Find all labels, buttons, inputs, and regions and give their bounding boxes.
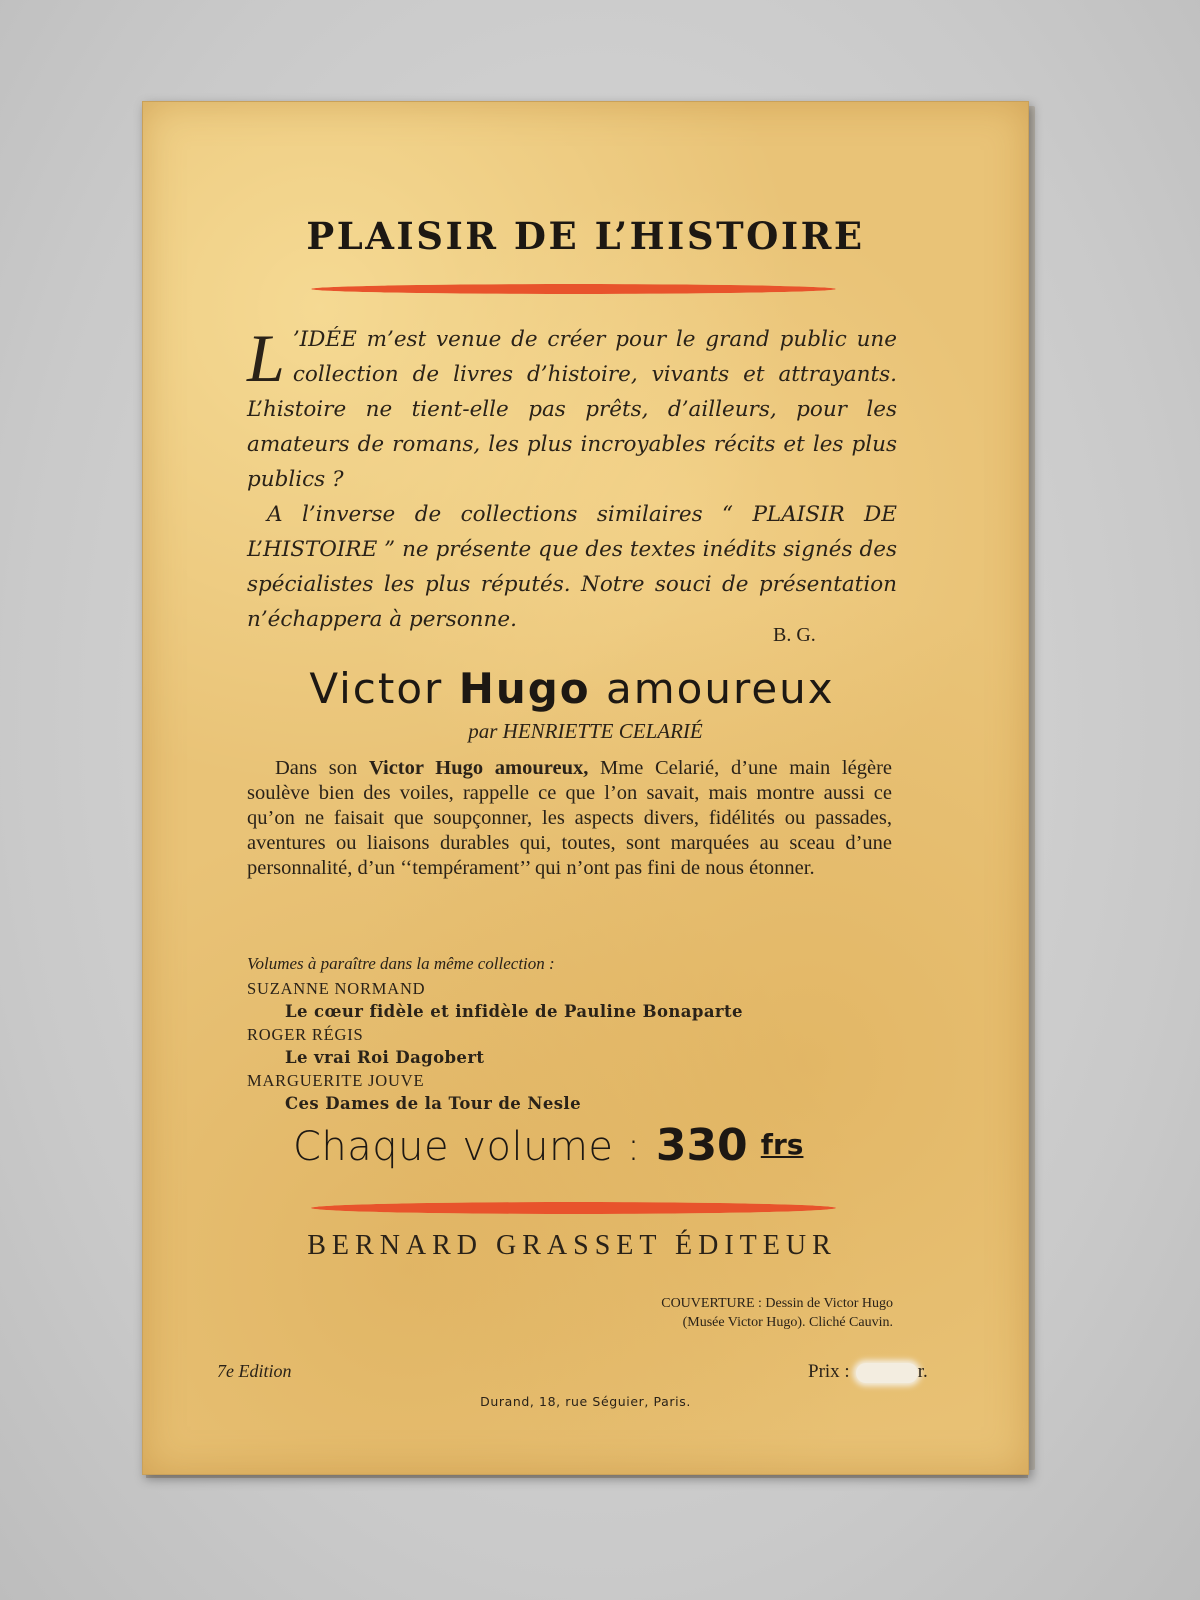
blurb-rest: Mme Celarié, d’une main légère soulève bien des voiles, rappelle ce que l’on savait, mais montre aussi ce qu’on ne faisait que soupçonner, les aspects divers, fidélités ou passades, aventures ou liaisons durables qui, toutes, sont marquées au sceau d’une personnalité, d’un ‘‘tempérament’’ qui n’ont pas fini de nous étonner. [247, 757, 893, 879]
publisher-name: BERNARD GRASSET ÉDITEUR [307, 1230, 837, 1261]
printer-imprint: Durand, 18, rue Séguier, Paris. [480, 1394, 691, 1409]
brush-stroke-top [311, 284, 836, 294]
book-title-part-3: amoureux [590, 664, 835, 713]
forthcoming-author: MARGUERITE JOUVE [247, 1071, 425, 1090]
forthcoming-title: Le cœur fidèle et infidèle de Pauline Bonaparte [285, 1002, 743, 1021]
editor-signature: B. G. [773, 624, 816, 646]
price-label: Chaque volume : [293, 1124, 641, 1170]
blurb-start: Dans son [275, 757, 369, 779]
intro-paragraph-1: ’IDÉE m’est venue de créer pour le grand public une collection de livres d’histoire, vivants et attrayants. L’histoire ne tient-elle pas prêts, d’ailleurs, pour les amateurs de romans, les plus incroyables récits et les plus publics ? [247, 327, 897, 492]
price-tag-suffix: r. [917, 1361, 928, 1382]
forthcoming-author: SUZANNE NORMAND [247, 979, 426, 998]
forthcoming-title: Ces Dames de la Tour de Nesle [285, 1094, 581, 1113]
intro-paragraph-2: A l’inverse de collections similaires “ PLAISIR DE L’HISTOIRE ” ne présente que des textes inédits signés des spécialistes les plus réputés. Notre souci de présentation n’échappera à personne. [247, 502, 897, 632]
forthcoming-volumes [247, 954, 897, 1116]
forthcoming-item [247, 1024, 897, 1070]
book-title [247, 664, 897, 713]
author-prefix: par [468, 719, 498, 743]
cover-credit [563, 1294, 893, 1332]
edition-number: 7e Edition [217, 1361, 292, 1381]
cover-credit-line-1: COUVERTURE : Dessin de Victor Hugo [661, 1296, 893, 1311]
forthcoming-item [247, 978, 897, 1024]
price-unit: frs [760, 1127, 804, 1161]
forthcoming-item [247, 1070, 897, 1116]
series-title: PLAISIR DE L’HISTOIRE [306, 214, 865, 258]
book-author [143, 719, 1028, 744]
price-tag [808, 1361, 928, 1383]
forthcoming-author: ROGER RÉGIS [247, 1025, 364, 1044]
price-sticker-residue [856, 1363, 918, 1383]
volume-price [293, 1120, 893, 1171]
price-tag-label: Prix : [808, 1361, 850, 1382]
author-name: HENRIETTE CELARIÉ [502, 719, 703, 743]
book-blurb [247, 756, 892, 881]
blurb-book-title: Victor Hugo amoureux, [368, 757, 589, 779]
book-back-cover [142, 101, 1029, 1475]
cover-credit-line-2: (Musée Victor Hugo). Cliché Cauvin. [682, 1315, 893, 1330]
book-title-part-1: Victor [309, 664, 459, 713]
forthcoming-title: Le vrai Roi Dagobert [285, 1048, 485, 1067]
book-title-part-2: Hugo [458, 664, 591, 713]
drop-cap: L [247, 320, 285, 396]
forthcoming-heading: Volumes à paraître dans la même collection : [247, 954, 555, 973]
brush-stroke-bottom [311, 1202, 836, 1214]
editor-intro [247, 322, 897, 637]
price-amount: 330 [655, 1120, 748, 1171]
